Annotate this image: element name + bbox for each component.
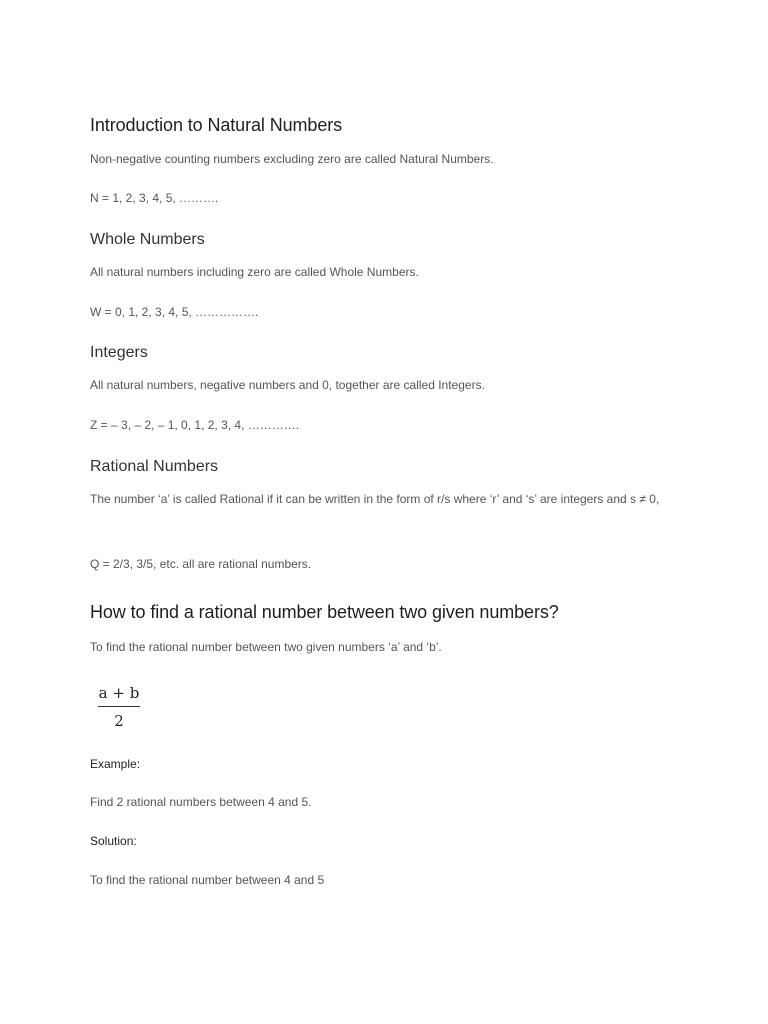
rational-numbers-description: The number ‘a’ is called Rational if it can be written in the form of r/s where ‘r’ and ‘s’ are integers and s ≠ 0, — [90, 492, 660, 506]
example-text: Find 2 rational numbers between 4 and 5. — [90, 795, 312, 809]
document-page — [90, 0, 680, 1024]
whole-numbers-formula: W = 0, 1, 2, 3, 4, 5, ……………. — [90, 305, 259, 319]
heading-natural-numbers: Introduction to Natural Numbers — [90, 115, 343, 135]
example-label: Example: — [90, 757, 141, 771]
integers-formula: Z = – 3, – 2, – 1, 0, 1, 2, 3, 4, …………. — [90, 418, 300, 432]
natural-numbers-formula: N = 1, 2, 3, 4, 5, ………. — [90, 191, 219, 205]
integers-description: All natural numbers, negative numbers and 0, together are called Integers. — [90, 378, 485, 392]
rational-numbers-formula: Q = 2/3, 3/5, etc. all are rational numbers. — [90, 557, 312, 571]
fraction-formula — [98, 684, 140, 730]
solution-label: Solution: — [90, 834, 137, 848]
heading-rational-numbers: Rational Numbers — [90, 458, 219, 475]
natural-numbers-description: Non-negative counting numbers excluding zero are called Natural Numbers. — [90, 152, 494, 166]
heading-whole-numbers: Whole Numbers — [90, 231, 205, 248]
heading-how-to-find: How to find a rational number between two given numbers? — [90, 602, 559, 622]
solution-text: To find the rational number between 4 and 5 — [90, 873, 325, 887]
fraction-denominator: 2 — [114, 712, 124, 730]
how-to-find-description: To find the rational number between two given numbers ‘a’ and ‘b’. — [90, 640, 442, 654]
fraction-numerator: a + b — [98, 684, 140, 702]
whole-numbers-description: All natural numbers including zero are called Whole Numbers. — [90, 265, 419, 279]
fraction-bar — [98, 706, 140, 707]
heading-integers: Integers — [90, 344, 148, 361]
